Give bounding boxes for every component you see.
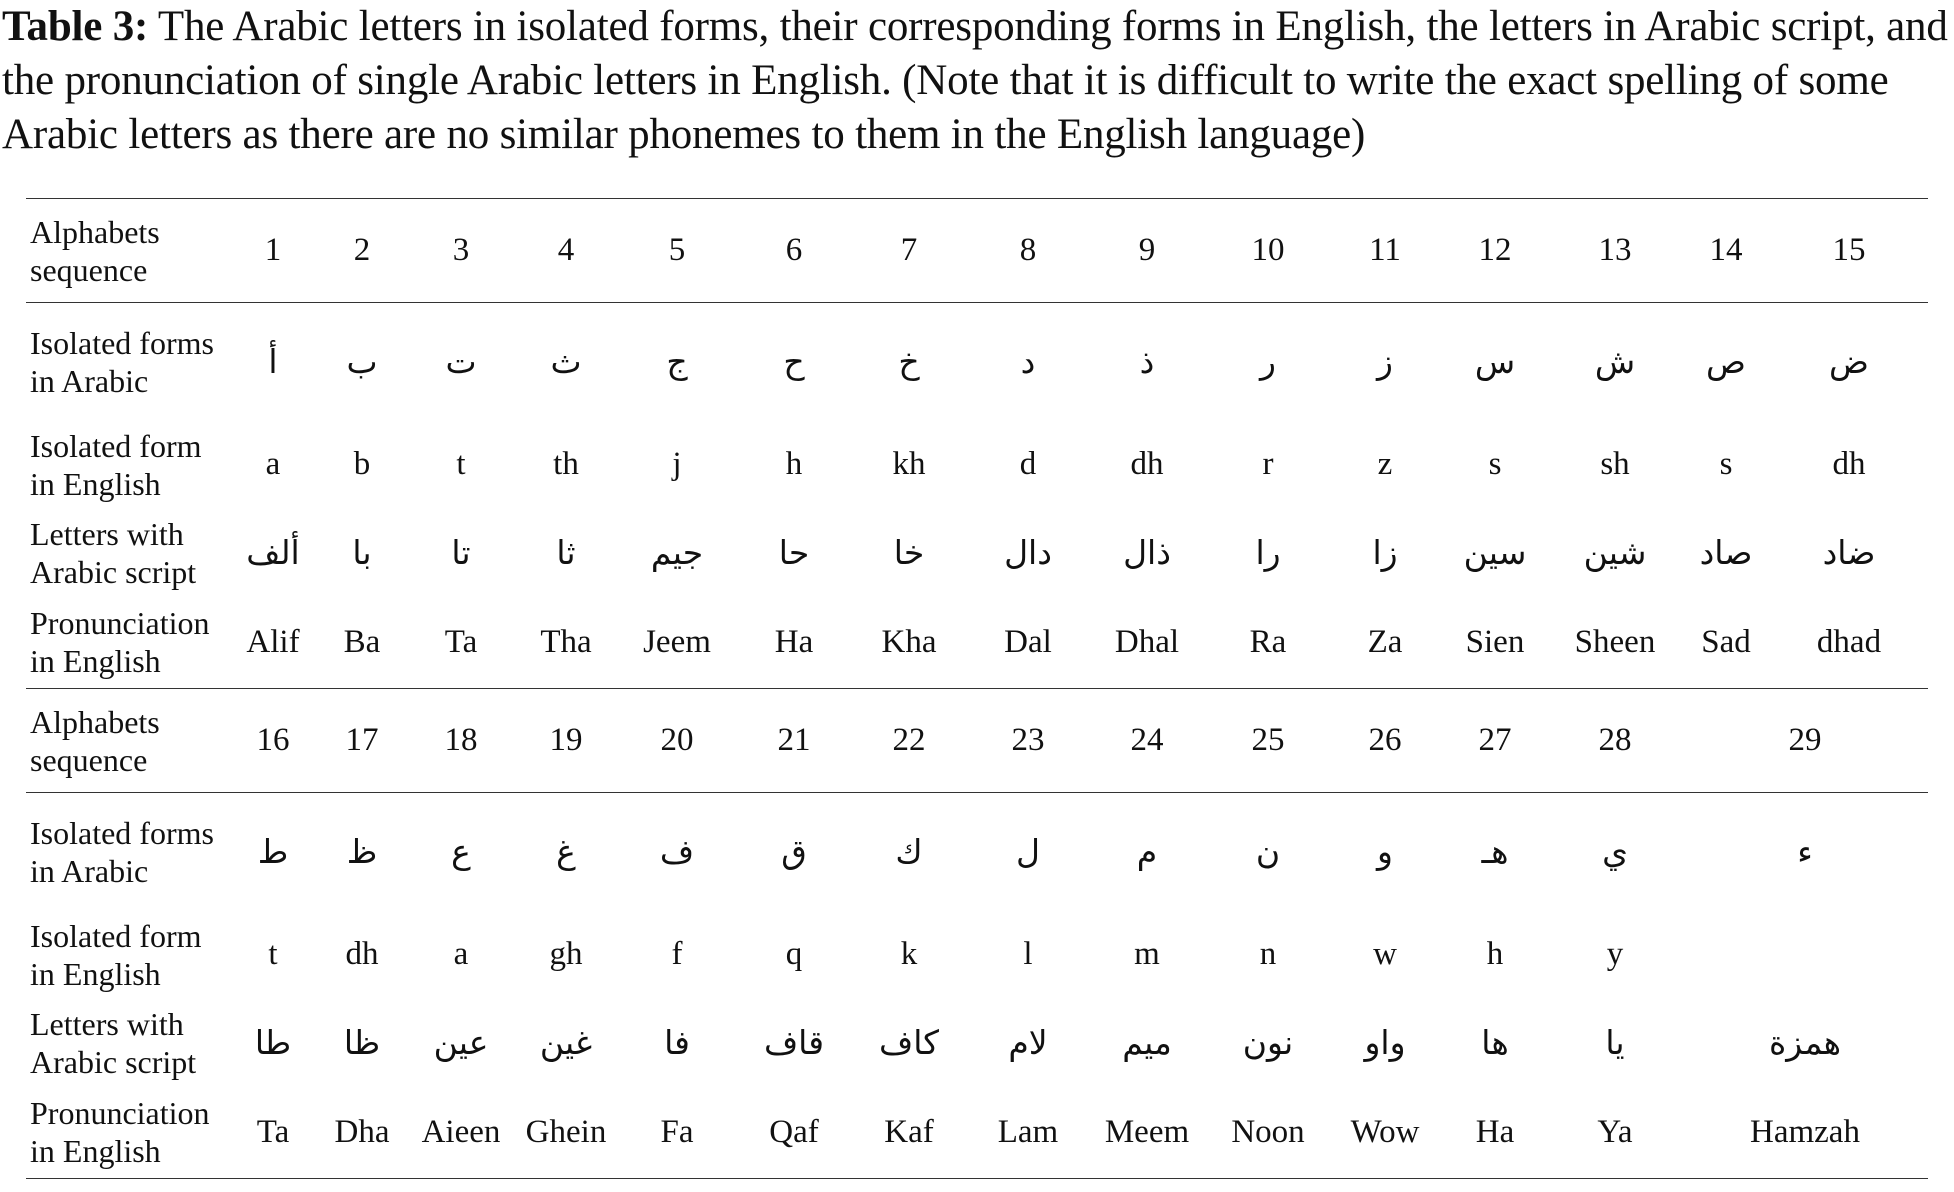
row-label: Pronunciation in English — [30, 605, 210, 680]
table-cell: ف — [659, 832, 695, 872]
table-cell: 18 — [404, 689, 518, 793]
table-cell: Lam — [970, 1087, 1086, 1179]
table-cell: د — [1020, 342, 1036, 382]
table-cell: Kaf — [848, 1087, 970, 1179]
table-cell: ظا — [343, 1023, 381, 1062]
table-cell: t — [456, 446, 466, 482]
table-cell: dhad — [1816, 623, 1882, 660]
table-cell: q — [785, 936, 803, 972]
table-cell — [1682, 911, 1928, 999]
table-cell: ء — [1797, 832, 1813, 872]
table-cell: 2 — [320, 199, 404, 303]
table-cell: ش — [1594, 342, 1636, 382]
table-cell: Ha — [1442, 1087, 1548, 1179]
table-cell: th — [553, 446, 579, 482]
table-row — [26, 199, 1928, 303]
table-cell: 23 — [970, 689, 1086, 793]
table-cell: Jeem — [643, 623, 711, 660]
table-cell: 22 — [848, 689, 970, 793]
table-cell: ت — [445, 342, 477, 382]
table-cell: Ra — [1249, 623, 1287, 660]
table-cell: غين — [539, 1023, 593, 1062]
table-cell: جيم — [650, 533, 704, 572]
table-cell: ج — [666, 342, 688, 382]
table-cell: 27 — [1442, 689, 1548, 793]
table-cell: هـ — [1481, 832, 1509, 872]
row-label: Pronunciation in English — [26, 1087, 226, 1179]
table-cell: h — [1486, 936, 1504, 972]
table-cell: dh — [1832, 446, 1866, 482]
table-cell: س — [1474, 342, 1516, 382]
table-cell: عين — [433, 1023, 489, 1062]
table-row — [26, 1087, 1928, 1179]
table-cell: كاف — [879, 1023, 939, 1062]
table-cell: ز — [1377, 342, 1393, 382]
table-cell: ص — [1706, 342, 1746, 382]
table-cell: 9 — [1086, 199, 1208, 303]
table-cell: 8 — [970, 199, 1086, 303]
table-cell: Dhal — [1114, 623, 1180, 660]
table-cell: ث — [550, 342, 582, 382]
table-cell: ع — [451, 832, 471, 872]
table-cell: 21 — [740, 689, 848, 793]
table-cell: sh — [1600, 446, 1630, 482]
table-cell: dh — [1130, 446, 1164, 482]
table-cell: ألف — [246, 533, 300, 572]
table-cell: ثا — [556, 533, 576, 572]
table-cell: kh — [892, 446, 926, 482]
table-cell: سين — [1463, 533, 1527, 572]
table-cell: j — [672, 446, 682, 482]
table-cell: لام — [1008, 1023, 1048, 1062]
table-cell: ميم — [1122, 1023, 1172, 1062]
table-cell: f — [671, 936, 683, 972]
table-cell: طا — [254, 1023, 292, 1062]
table-cell: Ta — [444, 623, 478, 660]
table-cell: ذ — [1139, 342, 1155, 382]
table-cell: Sien — [1465, 623, 1525, 660]
table-cell: Kha — [881, 623, 937, 660]
table-cell: صاد — [1699, 533, 1753, 572]
table-cell: واو — [1364, 1023, 1406, 1062]
table-cell: dh — [345, 936, 379, 972]
table-row — [26, 597, 1928, 689]
table-cell: w — [1373, 936, 1397, 972]
table-cell: ضاد — [1822, 533, 1876, 572]
table-row — [26, 793, 1928, 911]
row-label: Letters with Arabic script — [30, 1005, 197, 1080]
table-cell: y — [1606, 936, 1624, 972]
table-cell: 7 — [848, 199, 970, 303]
arabic-letters-table — [26, 198, 1928, 1179]
table-cell: تا — [451, 533, 471, 572]
table-cell: t — [268, 936, 278, 972]
table-cell: 24 — [1086, 689, 1208, 793]
table-cell: r — [1262, 446, 1274, 482]
table-cell: 5 — [614, 199, 740, 303]
table-cell: Tha — [540, 623, 592, 660]
table-cell: خ — [898, 342, 920, 382]
table-cell: 28 — [1548, 689, 1682, 793]
table-cell: n — [1259, 936, 1277, 972]
table-row — [26, 303, 1928, 421]
table-cell: زا — [1372, 533, 1398, 572]
table-cell: Sad — [1701, 623, 1751, 660]
table-cell: 15 — [1770, 199, 1928, 303]
table-cell: s — [1719, 446, 1733, 482]
table-cell: Ha — [774, 623, 814, 660]
table-cell: ن — [1255, 832, 1281, 872]
table-cell: ر — [1260, 342, 1276, 382]
table-cell: با — [352, 533, 372, 572]
table-row — [26, 911, 1928, 999]
table-cell: فا — [664, 1023, 690, 1062]
table-cell: Sheen — [1574, 623, 1656, 660]
row-label: Isolated forms in Arabic — [30, 324, 214, 399]
table-cell: Wow — [1328, 1087, 1442, 1179]
table-row — [26, 509, 1928, 597]
table-cell: ق — [781, 832, 807, 872]
table-cell: z — [1377, 446, 1393, 482]
table-cell: h — [785, 446, 803, 482]
table-cell: 17 — [320, 689, 404, 793]
table-cell: 26 — [1328, 689, 1442, 793]
table-cell: يا — [1605, 1023, 1625, 1062]
table-cell: را — [1255, 533, 1281, 572]
table-cell: نون — [1242, 1023, 1294, 1062]
caption-text: The Arabic letters in isolated forms, their corresponding forms in English, the letters in Arabic script, and the pronunciation of single Arabic letters in English. (Note that it is difficult to write the exact spelling of some Arabic letters as there are no similar phonemes to them in the English language) — [2, 3, 1948, 158]
table-cell: Ta — [226, 1087, 320, 1179]
table-cell: أ — [268, 342, 278, 382]
row-label: Alphabets sequence — [26, 199, 226, 303]
table-cell: Dha — [320, 1087, 404, 1179]
caption-label: Table 3: — [2, 3, 149, 50]
row-label: Alphabets sequence — [26, 689, 226, 793]
table-cell: 6 — [740, 199, 848, 303]
table-cell: 13 — [1548, 199, 1682, 303]
table-cell: ي — [1602, 832, 1628, 872]
table-cell: ك — [895, 832, 923, 872]
table-cell: d — [1019, 446, 1037, 482]
table-cell: و — [1377, 832, 1393, 872]
table-cell: Hamzah — [1682, 1087, 1928, 1179]
table-cell: 1 — [226, 199, 320, 303]
table-cell: 10 — [1208, 199, 1328, 303]
table-cell: غ — [556, 832, 576, 872]
table-cell: Dal — [1004, 623, 1052, 660]
table-cell: 3 — [404, 199, 518, 303]
table-cell: 4 — [518, 199, 614, 303]
table-cell: ذال — [1123, 533, 1171, 572]
table-cell: ل — [1016, 832, 1040, 872]
table-cell: gh — [549, 936, 583, 972]
table-cell: 14 — [1682, 199, 1770, 303]
table-cell: ب — [346, 342, 378, 382]
table-cell: Za — [1367, 623, 1403, 660]
table-cell: ها — [1481, 1023, 1509, 1062]
table-cell: s — [1488, 446, 1502, 482]
table-cell: 19 — [518, 689, 614, 793]
table-cell: شين — [1583, 533, 1647, 572]
table-cell: ظ — [346, 832, 378, 872]
table-cell: Ya — [1548, 1087, 1682, 1179]
table-cell: 12 — [1442, 199, 1548, 303]
table-cell: 20 — [614, 689, 740, 793]
table-cell: خا — [893, 533, 925, 572]
table-cell: 29 — [1682, 689, 1928, 793]
table-cell: حا — [778, 533, 810, 572]
table-cell: l — [1023, 936, 1033, 972]
table-cell: دال — [1004, 533, 1052, 572]
table-cell: m — [1134, 936, 1160, 972]
table-cell: a — [265, 446, 281, 482]
table-cell: Qaf — [740, 1087, 848, 1179]
table-cell: 16 — [226, 689, 320, 793]
row-label: Isolated form in English — [30, 427, 202, 502]
table-cell: م — [1136, 832, 1158, 872]
table-cell: همزة — [1769, 1023, 1841, 1062]
table-cell: Ba — [343, 623, 381, 660]
table-cell: ح — [783, 342, 805, 382]
table-cell: Meem — [1086, 1087, 1208, 1179]
table-cell: Fa — [614, 1087, 740, 1179]
table-cell: ط — [257, 832, 289, 872]
table-cell: Ghein — [518, 1087, 614, 1179]
table-row — [26, 689, 1928, 793]
row-label: Letters with Arabic script — [30, 515, 197, 590]
row-label: Isolated form in English — [30, 917, 202, 992]
table-cell: a — [453, 936, 469, 972]
table-cell: Noon — [1208, 1087, 1328, 1179]
table-cell: Alif — [246, 623, 300, 660]
table-cell: 11 — [1328, 199, 1442, 303]
table-cell: Aieen — [404, 1087, 518, 1179]
table-cell: 25 — [1208, 689, 1328, 793]
table-cell: k — [900, 936, 918, 972]
row-label: Isolated forms in Arabic — [30, 814, 214, 889]
table-row — [26, 999, 1928, 1087]
table-row — [26, 421, 1928, 509]
table-cell: قاف — [763, 1023, 825, 1062]
table-caption — [2, 0, 1950, 162]
table-cell: b — [353, 446, 371, 482]
table-cell: ض — [1829, 342, 1869, 382]
